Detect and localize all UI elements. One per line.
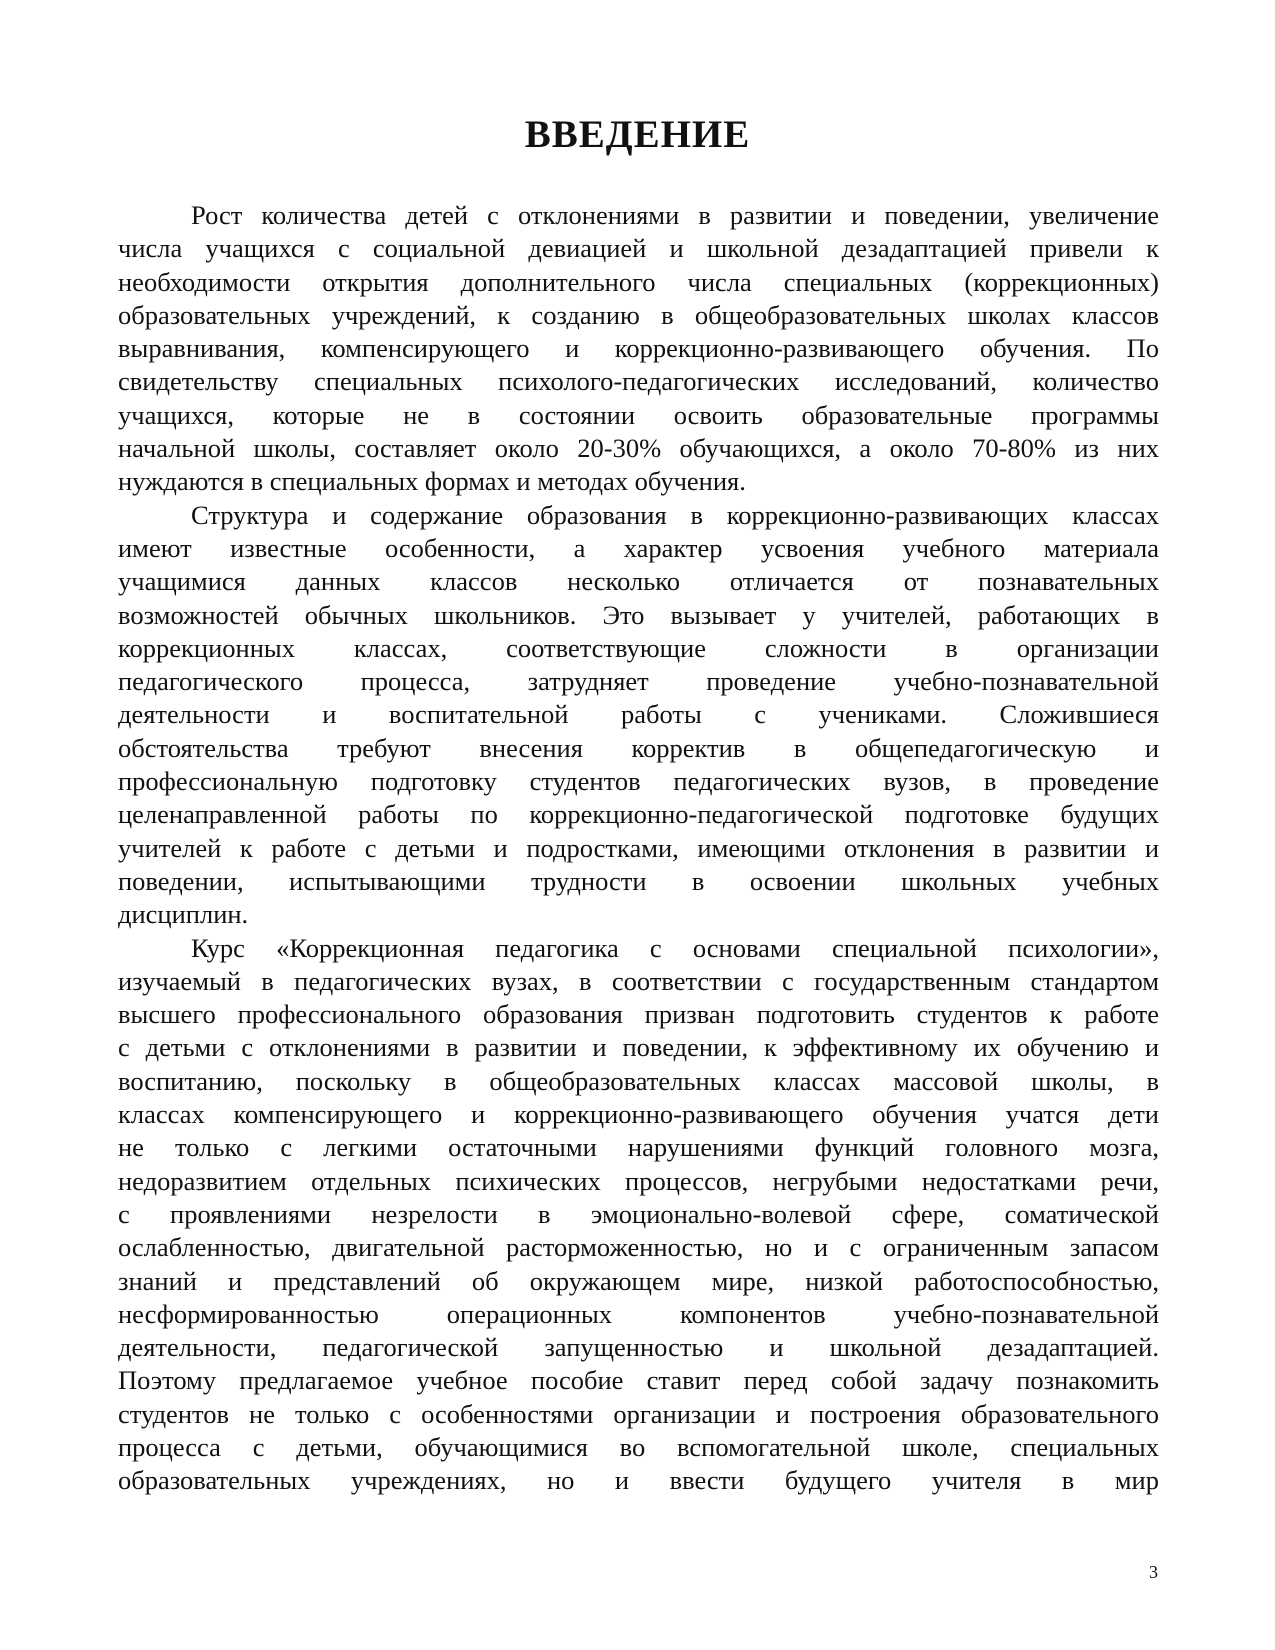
text-line: дисциплин. [118, 899, 249, 930]
text-line: обстоятельства требуют внесения корректив в общепедагогическую и [118, 732, 1159, 763]
paragraph-1 [118, 199, 1159, 499]
text-line: изучаемый в педагогических вузах, в соответствии с государственным стандартом [118, 965, 1159, 996]
text-line: поведении, испытывающими трудности в освоении школьных учебных [118, 865, 1159, 896]
text-line: с проявлениями незрелости в эмоционально-волевой сфере, соматической [118, 1198, 1159, 1229]
text-line: воспитанию, поскольку в общеобразовательных классах массовой школы, в [118, 1065, 1159, 1096]
paragraph-2 [118, 499, 1159, 932]
text-line: возможностей обычных школьников. Это вызывает у учителей, работающих в [118, 599, 1159, 630]
text-line: целенаправленной работы по коррекционно-педагогической подготовке будущих [118, 799, 1159, 830]
text-line: Курс «Коррекционная педагогика с основами специальной психологии», [191, 932, 1159, 963]
text-line: несформированностью операционных компонентов учебно-познавательной [118, 1298, 1159, 1329]
text-line: не только с легкими остаточными нарушениями функций головного мозга, [118, 1132, 1159, 1163]
text-line: классах компенсирующего и коррекционно-развивающего обучения учатся дети [118, 1099, 1159, 1130]
text-line: ослабленностью, двигательной расторможенностью, но и с ограниченным запасом [118, 1232, 1159, 1263]
page-title: ВВЕДЕНИЕ [524, 113, 751, 156]
text-line: Структура и содержание образования в коррекционно-развивающих классах [191, 499, 1159, 530]
body-text [118, 199, 1159, 1498]
text-line: педагогического процесса, затрудняет проведение учебно-познавательной [118, 666, 1159, 697]
text-line: свидетельству специальных психолого-педагогических исследований, количество [118, 366, 1159, 397]
text-line: учащихся, которые не в состоянии освоить образовательные программы [118, 399, 1159, 430]
text-line: учащимися данных классов несколько отличается от познавательных [118, 566, 1159, 597]
text-line: Поэтому предлагаемое учебное пособие ставит перед собой задачу познакомить [118, 1365, 1159, 1396]
text-line: деятельности и воспитательной работы с учениками. Сложившиеся [118, 699, 1159, 730]
text-line: знаний и представлений об окружающем мире, низкой работоспособностью, [118, 1265, 1159, 1296]
text-line: с детьми с отклонениями в развитии и поведении, к эффективному их обучению и [118, 1032, 1159, 1063]
text-line: Рост количества детей с отклонениями в развитии и поведении, увеличение [191, 200, 1159, 230]
text-line: нуждаются в специальных формах и методах обучения. [118, 466, 746, 497]
text-line: профессиональную подготовку студентов педагогических вузов, в проведение [118, 766, 1159, 797]
text-line: деятельности, педагогической запущенностью и школьной дезадаптацией. [118, 1332, 1159, 1363]
text-line: образовательных учреждениях, но и ввести будущего учителя в мир [118, 1465, 1159, 1496]
text-line: выравнивания, компенсирующего и коррекционно-развивающего обучения. По [118, 333, 1159, 364]
text-line: начальной школы, составляет около 20-30% обучающихся, а около 70-80% из них [118, 433, 1159, 464]
text-line: имеют известные особенности, а характер усвоения учебного материала [118, 532, 1159, 563]
text-line: учителей к работе с детьми и подростками, имеющими отклонения в развитии и [118, 832, 1159, 863]
text-line: числа учащихся с социальной девиацией и школьной дезадаптацией привели к [118, 233, 1159, 264]
text-line: необходимости открытия дополнительного числа специальных (коррекционных) [118, 266, 1159, 297]
text-line: студентов не только с особенностями организации и построения образовательного [118, 1398, 1159, 1429]
paragraph-3 [118, 932, 1159, 1498]
text-line: высшего профессионального образования призван подготовить студентов к работе [118, 999, 1159, 1030]
text-line: коррекционных классах, соответствующие сложности в организации [118, 632, 1159, 663]
text-line: недоразвитием отдельных психических процессов, негрубыми недостатками речи, [118, 1165, 1159, 1196]
page-number: 3 [1149, 1562, 1158, 1582]
text-line: образовательных учреждений, к созданию в общеобразовательных школах классов [118, 299, 1159, 330]
text-line: процесса с детьми, обучающимися во вспомогательной школе, специальных [118, 1431, 1159, 1462]
